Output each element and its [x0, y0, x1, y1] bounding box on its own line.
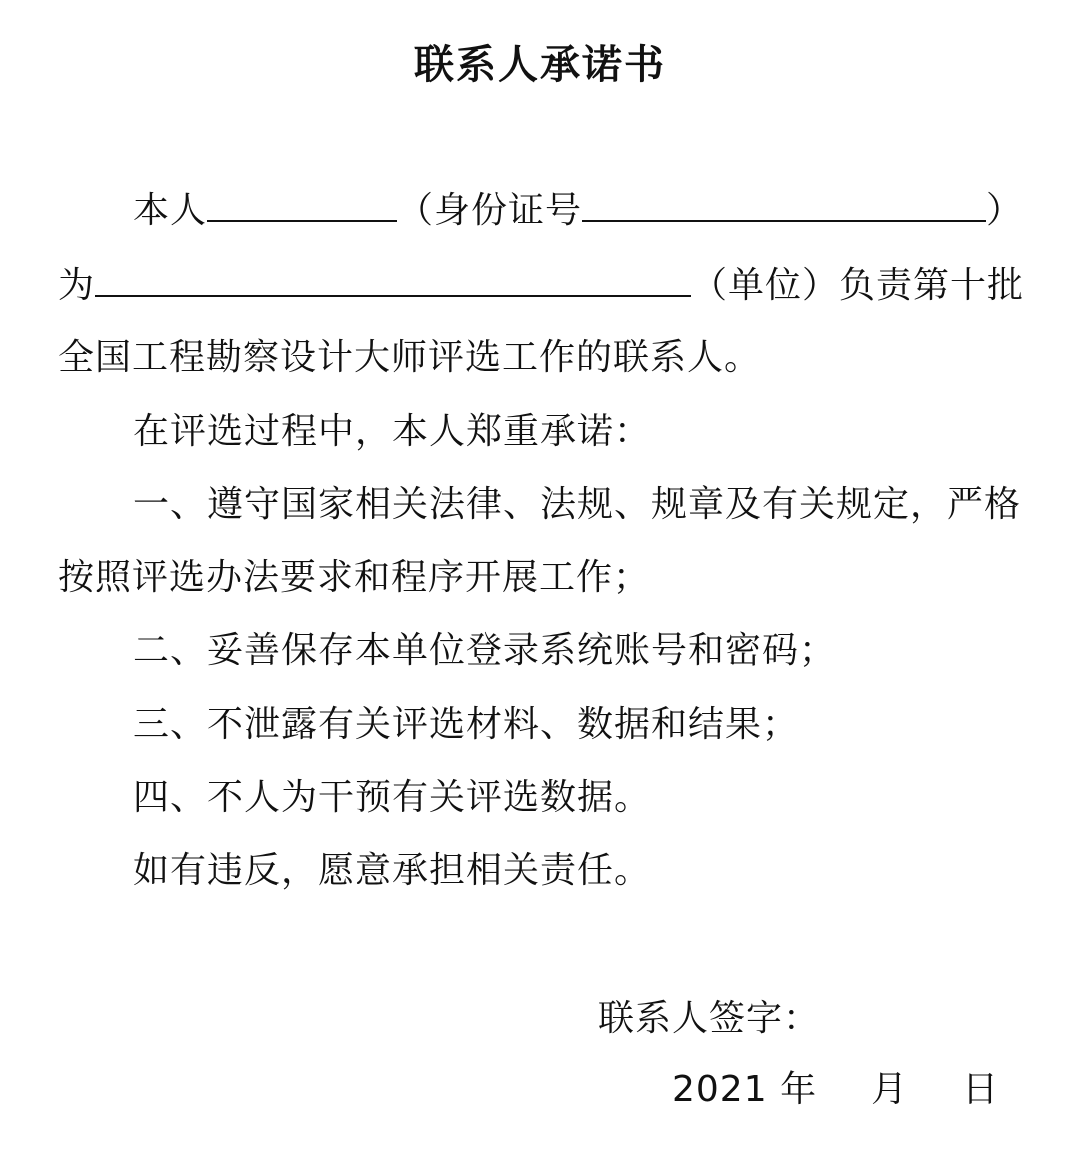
- signature-date: [672, 1068, 999, 1112]
- date-year-unit: 年: [780, 1069, 818, 1110]
- pledge-intro: 在评选过程中，本人郑重承诺：: [133, 411, 652, 452]
- signature-label: 联系人签字：: [598, 998, 821, 1039]
- intro-line-3: 全国工程勘察设计大师评选工作的联系人。: [58, 337, 762, 378]
- pledge-item-3: 三、不泄露有关评选材料、数据和结果；: [133, 704, 800, 745]
- name-blank[interactable]: [207, 188, 397, 222]
- id-number-label: （身份证号: [397, 190, 583, 231]
- closing-statement: 如有违反，愿意承担相关责任。: [133, 850, 652, 891]
- intro-line-2: [58, 263, 1024, 308]
- date-day-unit: 日: [962, 1069, 1000, 1110]
- unit-blank[interactable]: [95, 263, 691, 297]
- pledge-item-4: 四、不人为干预有关评选数据。: [133, 777, 652, 818]
- date-month-unit: 月: [871, 1069, 909, 1110]
- intro-line-1: [133, 188, 1023, 233]
- pledge-item-1-line-2: 按照评选办法要求和程序开展工作；: [58, 557, 651, 598]
- unit-responsibility-text: （单位）负责第十批: [691, 265, 1025, 306]
- pledge-item-2: 二、妥善保存本单位登录系统账号和密码；: [133, 630, 837, 671]
- date-year: 2021: [672, 1069, 768, 1110]
- for-label: 为: [58, 265, 96, 306]
- id-number-blank[interactable]: [582, 188, 986, 222]
- pledge-item-1-line-1: 一、遵守国家相关法律、法规、规章及有关规定，严格: [133, 484, 1022, 525]
- id-number-close: ）: [986, 190, 1024, 231]
- document-title: 联系人承诺书: [414, 42, 666, 88]
- intro-self-label: 本人: [133, 190, 208, 231]
